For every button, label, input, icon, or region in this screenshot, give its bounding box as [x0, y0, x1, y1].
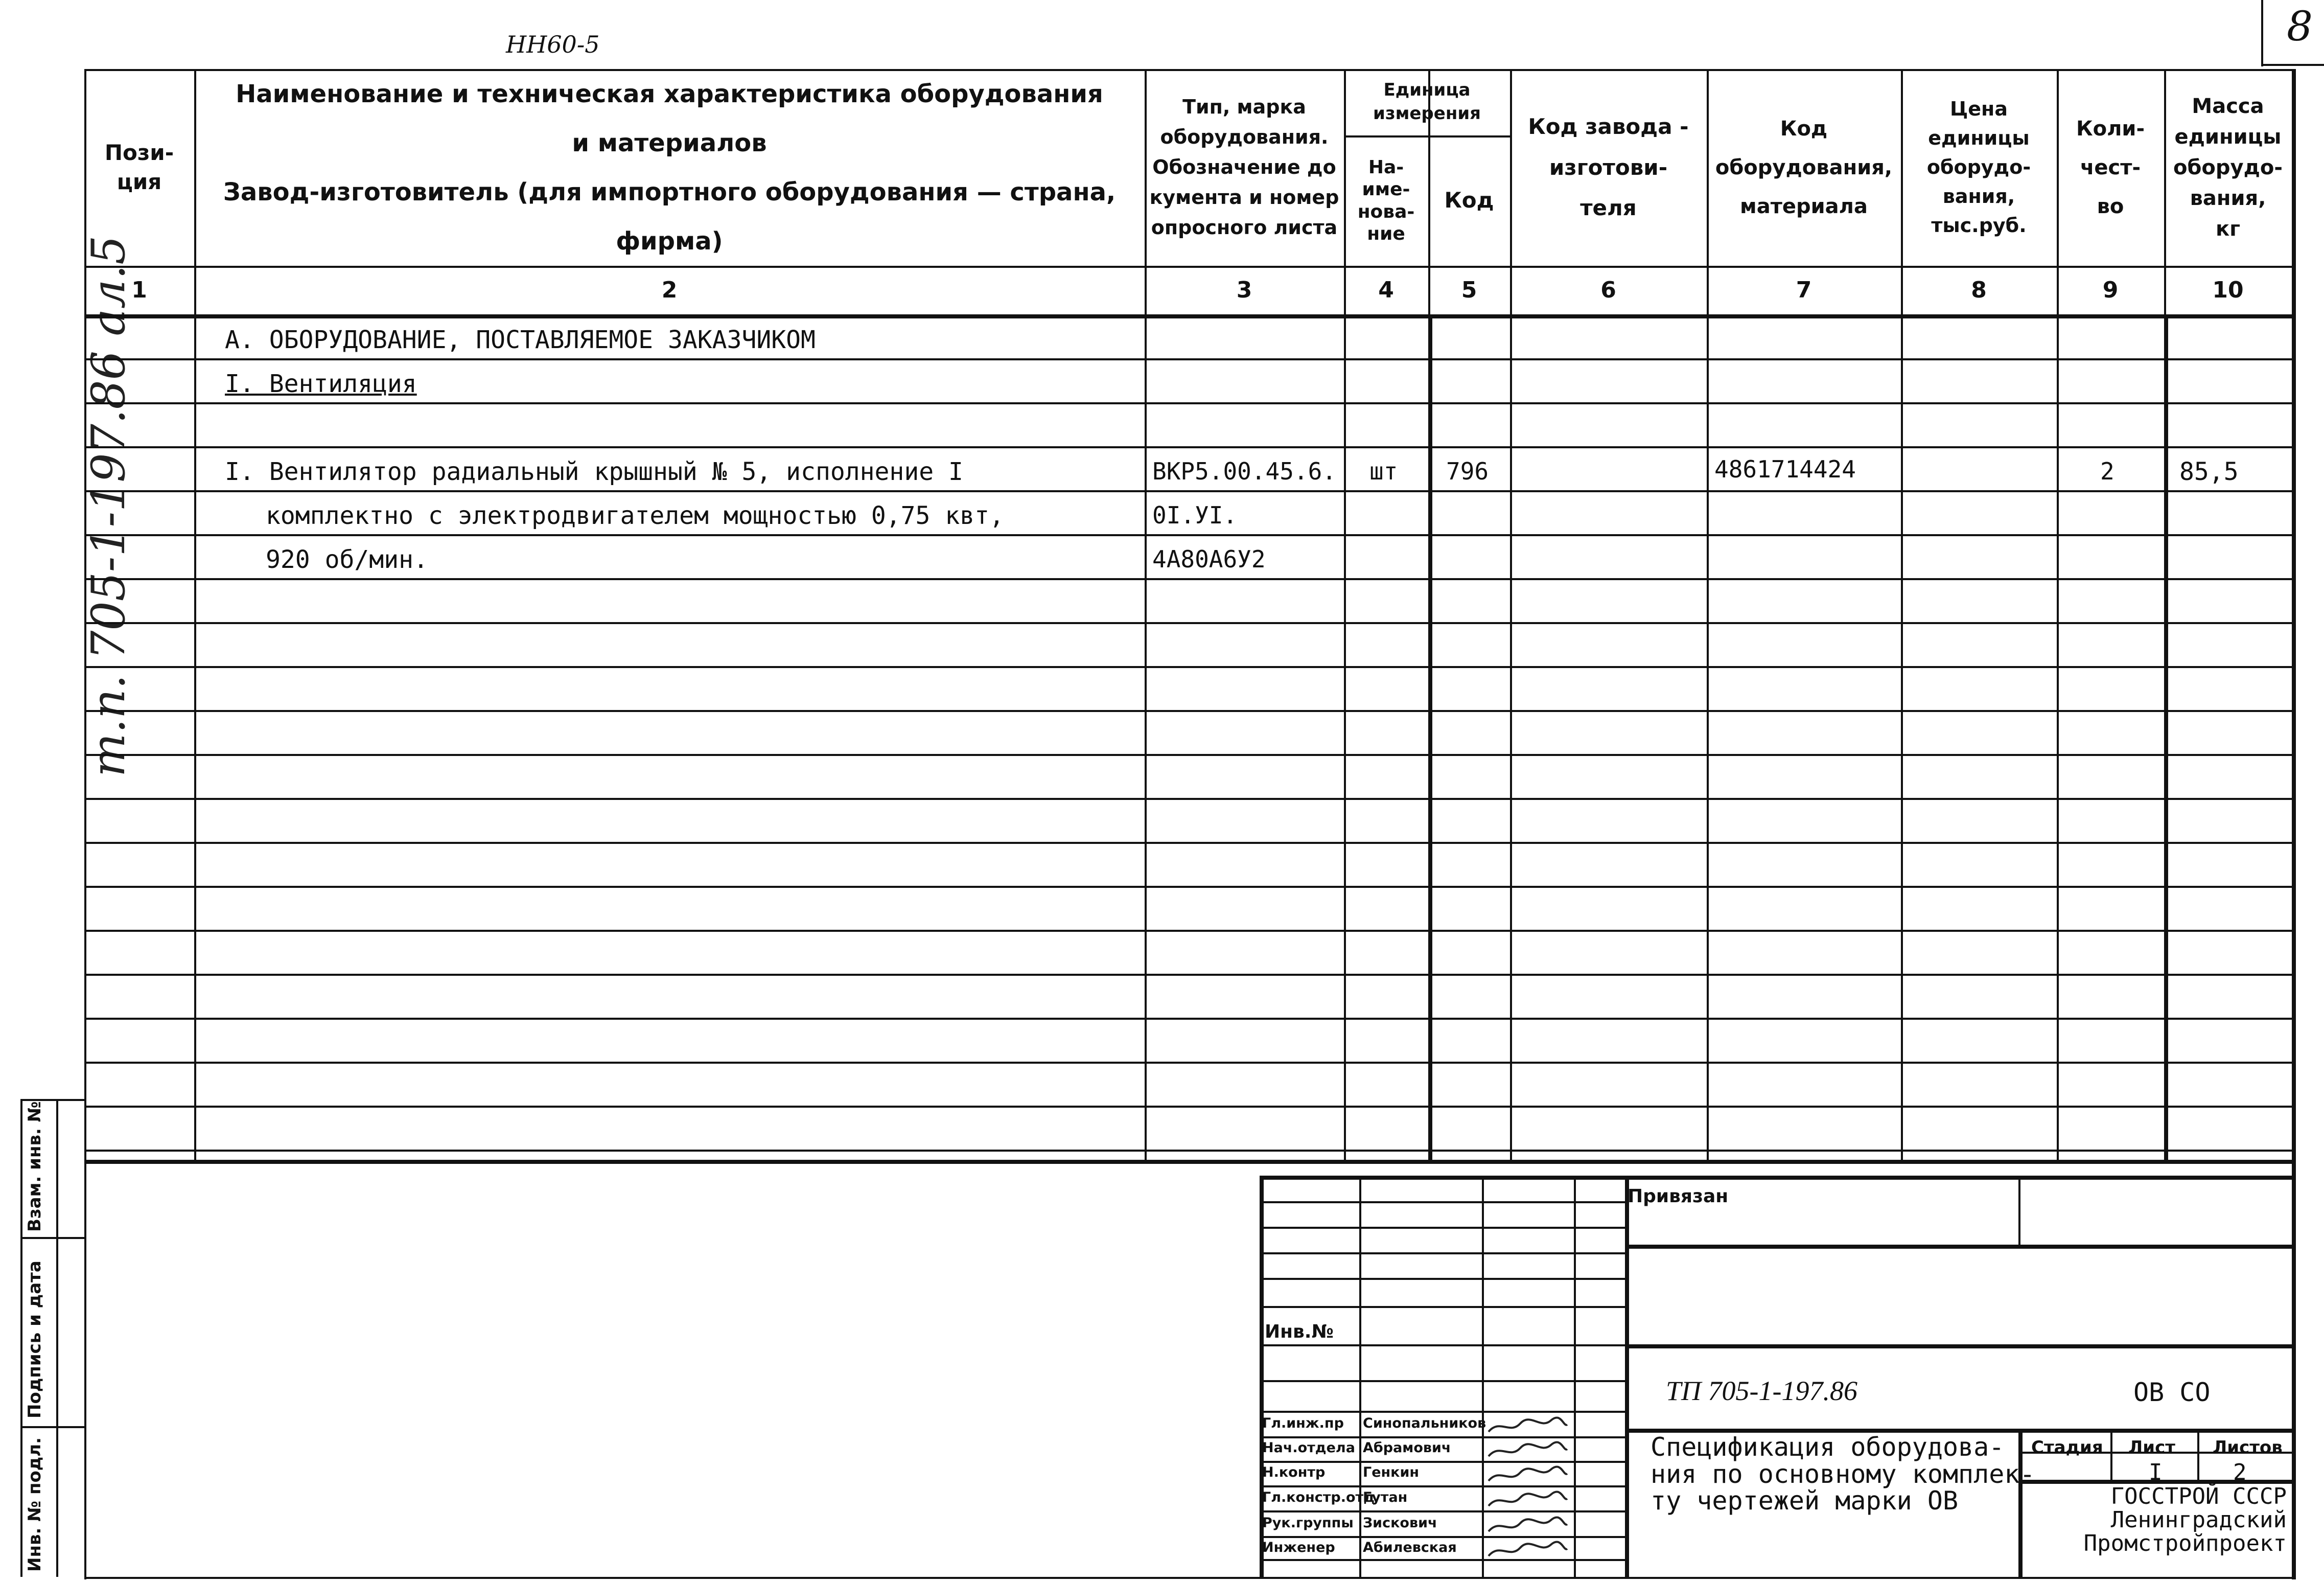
header-text: Цена	[1950, 98, 2008, 120]
frame-right	[2292, 69, 2296, 1579]
signature-stroke	[1489, 1492, 1567, 1506]
corner-line	[2261, 0, 2263, 66]
signer-name: Абилевская	[1363, 1540, 1457, 1555]
title-grid-row	[1260, 1252, 1625, 1254]
header-text: нова-	[1357, 201, 1415, 222]
header-text: во	[2097, 194, 2124, 218]
title-line: ния по основному комплек-	[1651, 1459, 2035, 1489]
left-stamp-line	[20, 1426, 84, 1428]
row-divider	[84, 622, 2292, 624]
header-text: Завод-изготовитель (для импортного оборудования — страна, фирма)	[223, 177, 1116, 256]
signature-mark	[1484, 1414, 1571, 1438]
row-name: I. Вентиляция	[225, 370, 417, 398]
header-text: ция	[117, 169, 162, 194]
signature-stroke	[1489, 1517, 1567, 1531]
column-number: 2	[661, 277, 678, 303]
header-text: Код	[1780, 117, 1828, 141]
title-grid-row	[1260, 1306, 1625, 1308]
frame-bottom	[84, 1577, 2294, 1579]
left-stamp-line	[20, 1237, 84, 1239]
corner-line-h	[2261, 64, 2324, 66]
header-text: опросного листа	[1151, 216, 1338, 239]
row-name: 920 об/мин.	[266, 545, 428, 574]
header-unit-code	[1428, 135, 1510, 266]
header-text: и материалов	[572, 128, 767, 157]
signature-mark	[1484, 1439, 1571, 1462]
row-equip-code: 4861714424	[1714, 455, 1856, 483]
title-grid-row	[1260, 1227, 1625, 1229]
header-text: вания,	[1942, 185, 2015, 208]
signer-name: Зискович	[1363, 1515, 1437, 1531]
column-number: 10	[2212, 277, 2244, 303]
row-divider	[84, 534, 2292, 536]
signer-role: Нач.отдела	[1262, 1440, 1355, 1456]
row-divider	[84, 710, 2292, 712]
title-grid-col	[1482, 1176, 1484, 1577]
header-text: оборудования.	[1160, 126, 1329, 149]
header-plant-code	[1510, 69, 1707, 266]
header-unit-group	[1344, 69, 1510, 135]
row-divider	[84, 754, 2292, 756]
header-equip-code	[1707, 69, 1901, 266]
signer-role: Инженер	[1262, 1540, 1335, 1555]
row-qty: 2	[2100, 457, 2114, 485]
row-divider	[84, 1150, 2292, 1152]
signer-role: Н.контр	[1262, 1464, 1326, 1480]
row-divider	[84, 578, 2292, 580]
signature-mark	[1484, 1488, 1571, 1512]
column-number: 1	[131, 277, 147, 303]
column-numbers-bottom	[84, 314, 2292, 318]
row-unit: шт	[1369, 457, 1398, 485]
header-text: Пози-	[104, 140, 174, 165]
row-divider	[84, 1106, 2292, 1108]
header-text: чест-	[2080, 155, 2141, 179]
signature-stroke	[1489, 1442, 1567, 1456]
header-name	[194, 69, 1145, 266]
header-text: измерения	[1373, 103, 1481, 124]
designation-top	[1625, 1344, 2292, 1348]
row-divider	[84, 974, 2292, 976]
designation: ТП 705-1-197.86	[1666, 1375, 1857, 1406]
table-bottom	[84, 1160, 2292, 1164]
column-number: 3	[1236, 277, 1252, 303]
row-type: 4А80А6У2	[1152, 545, 1266, 573]
row-divider	[84, 402, 2292, 404]
signer-name: Синопальников	[1363, 1415, 1486, 1431]
organization	[2024, 1485, 2292, 1556]
org-line: Ленинградский	[2110, 1507, 2287, 1533]
header-text: материала	[1740, 194, 1868, 218]
header-qty	[2057, 69, 2164, 266]
signer-role: Рук.группы	[1262, 1515, 1354, 1531]
page-number: 8	[2287, 3, 2313, 50]
header-text: вания,	[2190, 186, 2266, 210]
header-text: единицы	[2174, 125, 2282, 149]
header-position	[84, 69, 194, 266]
row-divider	[84, 930, 2292, 932]
row-divider	[84, 1018, 2292, 1020]
header-text: ние	[1367, 223, 1405, 244]
header-text: Код	[1444, 188, 1494, 213]
header-text: единицы	[1928, 127, 2030, 149]
sheets-label: Листов	[2213, 1437, 2283, 1458]
stage-divider	[2110, 1429, 2112, 1480]
row-divider	[84, 798, 2292, 800]
stamp-signature-date: Подпись и дата	[25, 1260, 45, 1418]
signature-stroke	[1489, 1542, 1567, 1556]
signature-stroke	[1489, 1417, 1567, 1432]
header-text: оборудо-	[2173, 155, 2283, 179]
document-title	[1651, 1434, 2035, 1515]
header-text: теля	[1580, 195, 1637, 221]
stage-label: Стадия	[2031, 1437, 2103, 1458]
title-grid-row	[1260, 1344, 1625, 1346]
header-text: На-	[1368, 157, 1404, 178]
left-stamp-line	[20, 1099, 22, 1577]
row-divider	[84, 490, 2292, 492]
row-unit-code: 796	[1446, 457, 1489, 485]
header-text: Тип, марка	[1182, 96, 1306, 119]
header-text: име-	[1362, 179, 1410, 200]
row-divider	[84, 446, 2292, 448]
row-divider	[84, 358, 2292, 360]
title-grid-col	[1574, 1176, 1576, 1577]
title-block-divider	[1625, 1176, 1629, 1577]
header-unit-name	[1344, 135, 1428, 266]
privyazan-label: Привязан	[1628, 1186, 1729, 1207]
row-divider	[84, 842, 2292, 844]
privyazan-divider	[2018, 1176, 2020, 1245]
row-name: комплектно с электродвигателем мощностью 0,75 квт,	[266, 501, 1004, 530]
top-code: НН60-5	[506, 31, 600, 58]
column-number: 9	[2102, 277, 2119, 303]
signature-mark	[1484, 1463, 1571, 1487]
privyazan-bottom	[1625, 1245, 2292, 1249]
header-text: Обозначение до	[1152, 156, 1336, 179]
header-text: Масса	[2192, 94, 2264, 118]
header-text: кумента и номер	[1149, 186, 1339, 209]
header-text: Единица	[1383, 80, 1471, 101]
sheets-value: 2	[2233, 1459, 2247, 1485]
row-name: А. ОБОРУДОВАНИЕ, ПОСТАВЛЯЕМОЕ ЗАКАЗЧИКОМ	[225, 326, 816, 354]
title-line: ту чертежей марки ОВ	[1651, 1486, 1959, 1516]
header-text: тыс.руб.	[1931, 214, 2027, 237]
column-number: 4	[1378, 277, 1394, 303]
header-text: оборудования,	[1715, 155, 1893, 179]
row-type: ВКР5.00.45.6.	[1152, 457, 1337, 485]
signature-mark	[1484, 1539, 1571, 1562]
title-grid-col	[1359, 1176, 1361, 1577]
signer-name: Гутан	[1363, 1489, 1408, 1505]
row-name: I. Вентилятор радиальный крышный № 5, исполнение I	[225, 457, 963, 486]
title-grid-row	[1260, 1201, 1625, 1203]
title-block-top	[1260, 1176, 2292, 1180]
signer-name: Генкин	[1363, 1464, 1420, 1480]
column-number: 7	[1796, 277, 1812, 303]
title-grid-row	[1260, 1380, 1625, 1382]
doc-mark: ОВ СО	[2133, 1378, 2211, 1407]
signature-stroke	[1489, 1466, 1567, 1481]
thick-box-left	[1428, 314, 1432, 1163]
header-text: изготови-	[1549, 154, 1668, 180]
org-line: ГОССТРОЙ СССР	[2110, 1483, 2287, 1509]
signature-mark	[1484, 1514, 1571, 1538]
header-text: Наименование и техническая характеристика оборудования	[236, 79, 1103, 108]
header-mass	[2164, 69, 2292, 266]
header-text: Коли-	[2076, 117, 2145, 141]
header-text: Код завода -	[1528, 113, 1689, 139]
side-stamp: т.п. 705-1-197.86 ал.5	[82, 235, 135, 777]
header-type	[1145, 69, 1344, 266]
inv-no-label: Инв.№	[1265, 1321, 1334, 1342]
stamp-vzam: Взам. инв. №	[25, 1101, 45, 1232]
signer-role: Гл.инж.пр	[1262, 1415, 1344, 1431]
column-number: 6	[1600, 277, 1616, 303]
title-line: Спецификация оборудова-	[1651, 1432, 2005, 1462]
row-divider	[84, 1062, 2292, 1064]
thick-box-right	[2164, 314, 2168, 1163]
signer-name: Абрамович	[1363, 1440, 1451, 1456]
row-type: 0I.УI.	[1152, 501, 1238, 529]
row-divider	[84, 666, 2292, 668]
row-divider	[84, 886, 2292, 888]
left-stamp-line	[56, 1099, 58, 1577]
sheet-divider	[2197, 1429, 2199, 1480]
sheet-label: Лист	[2128, 1437, 2175, 1458]
header-price	[1901, 69, 2057, 266]
org-line: Промстройпроект	[2083, 1530, 2287, 1557]
stamp-inv-podl: Инв. № подл.	[25, 1437, 45, 1572]
header-text: кг	[2215, 217, 2241, 241]
title-grid-row	[1260, 1278, 1625, 1280]
header-text: оборудо-	[1926, 156, 2031, 178]
title-grid-row	[1260, 1411, 1625, 1413]
row-mass: 85,5	[2179, 457, 2239, 486]
column-number: 5	[1461, 277, 1477, 303]
sheet-value: I	[2149, 1459, 2163, 1485]
column-number: 8	[1971, 277, 1987, 303]
signer-role: Гл.констр.отд	[1262, 1489, 1375, 1505]
